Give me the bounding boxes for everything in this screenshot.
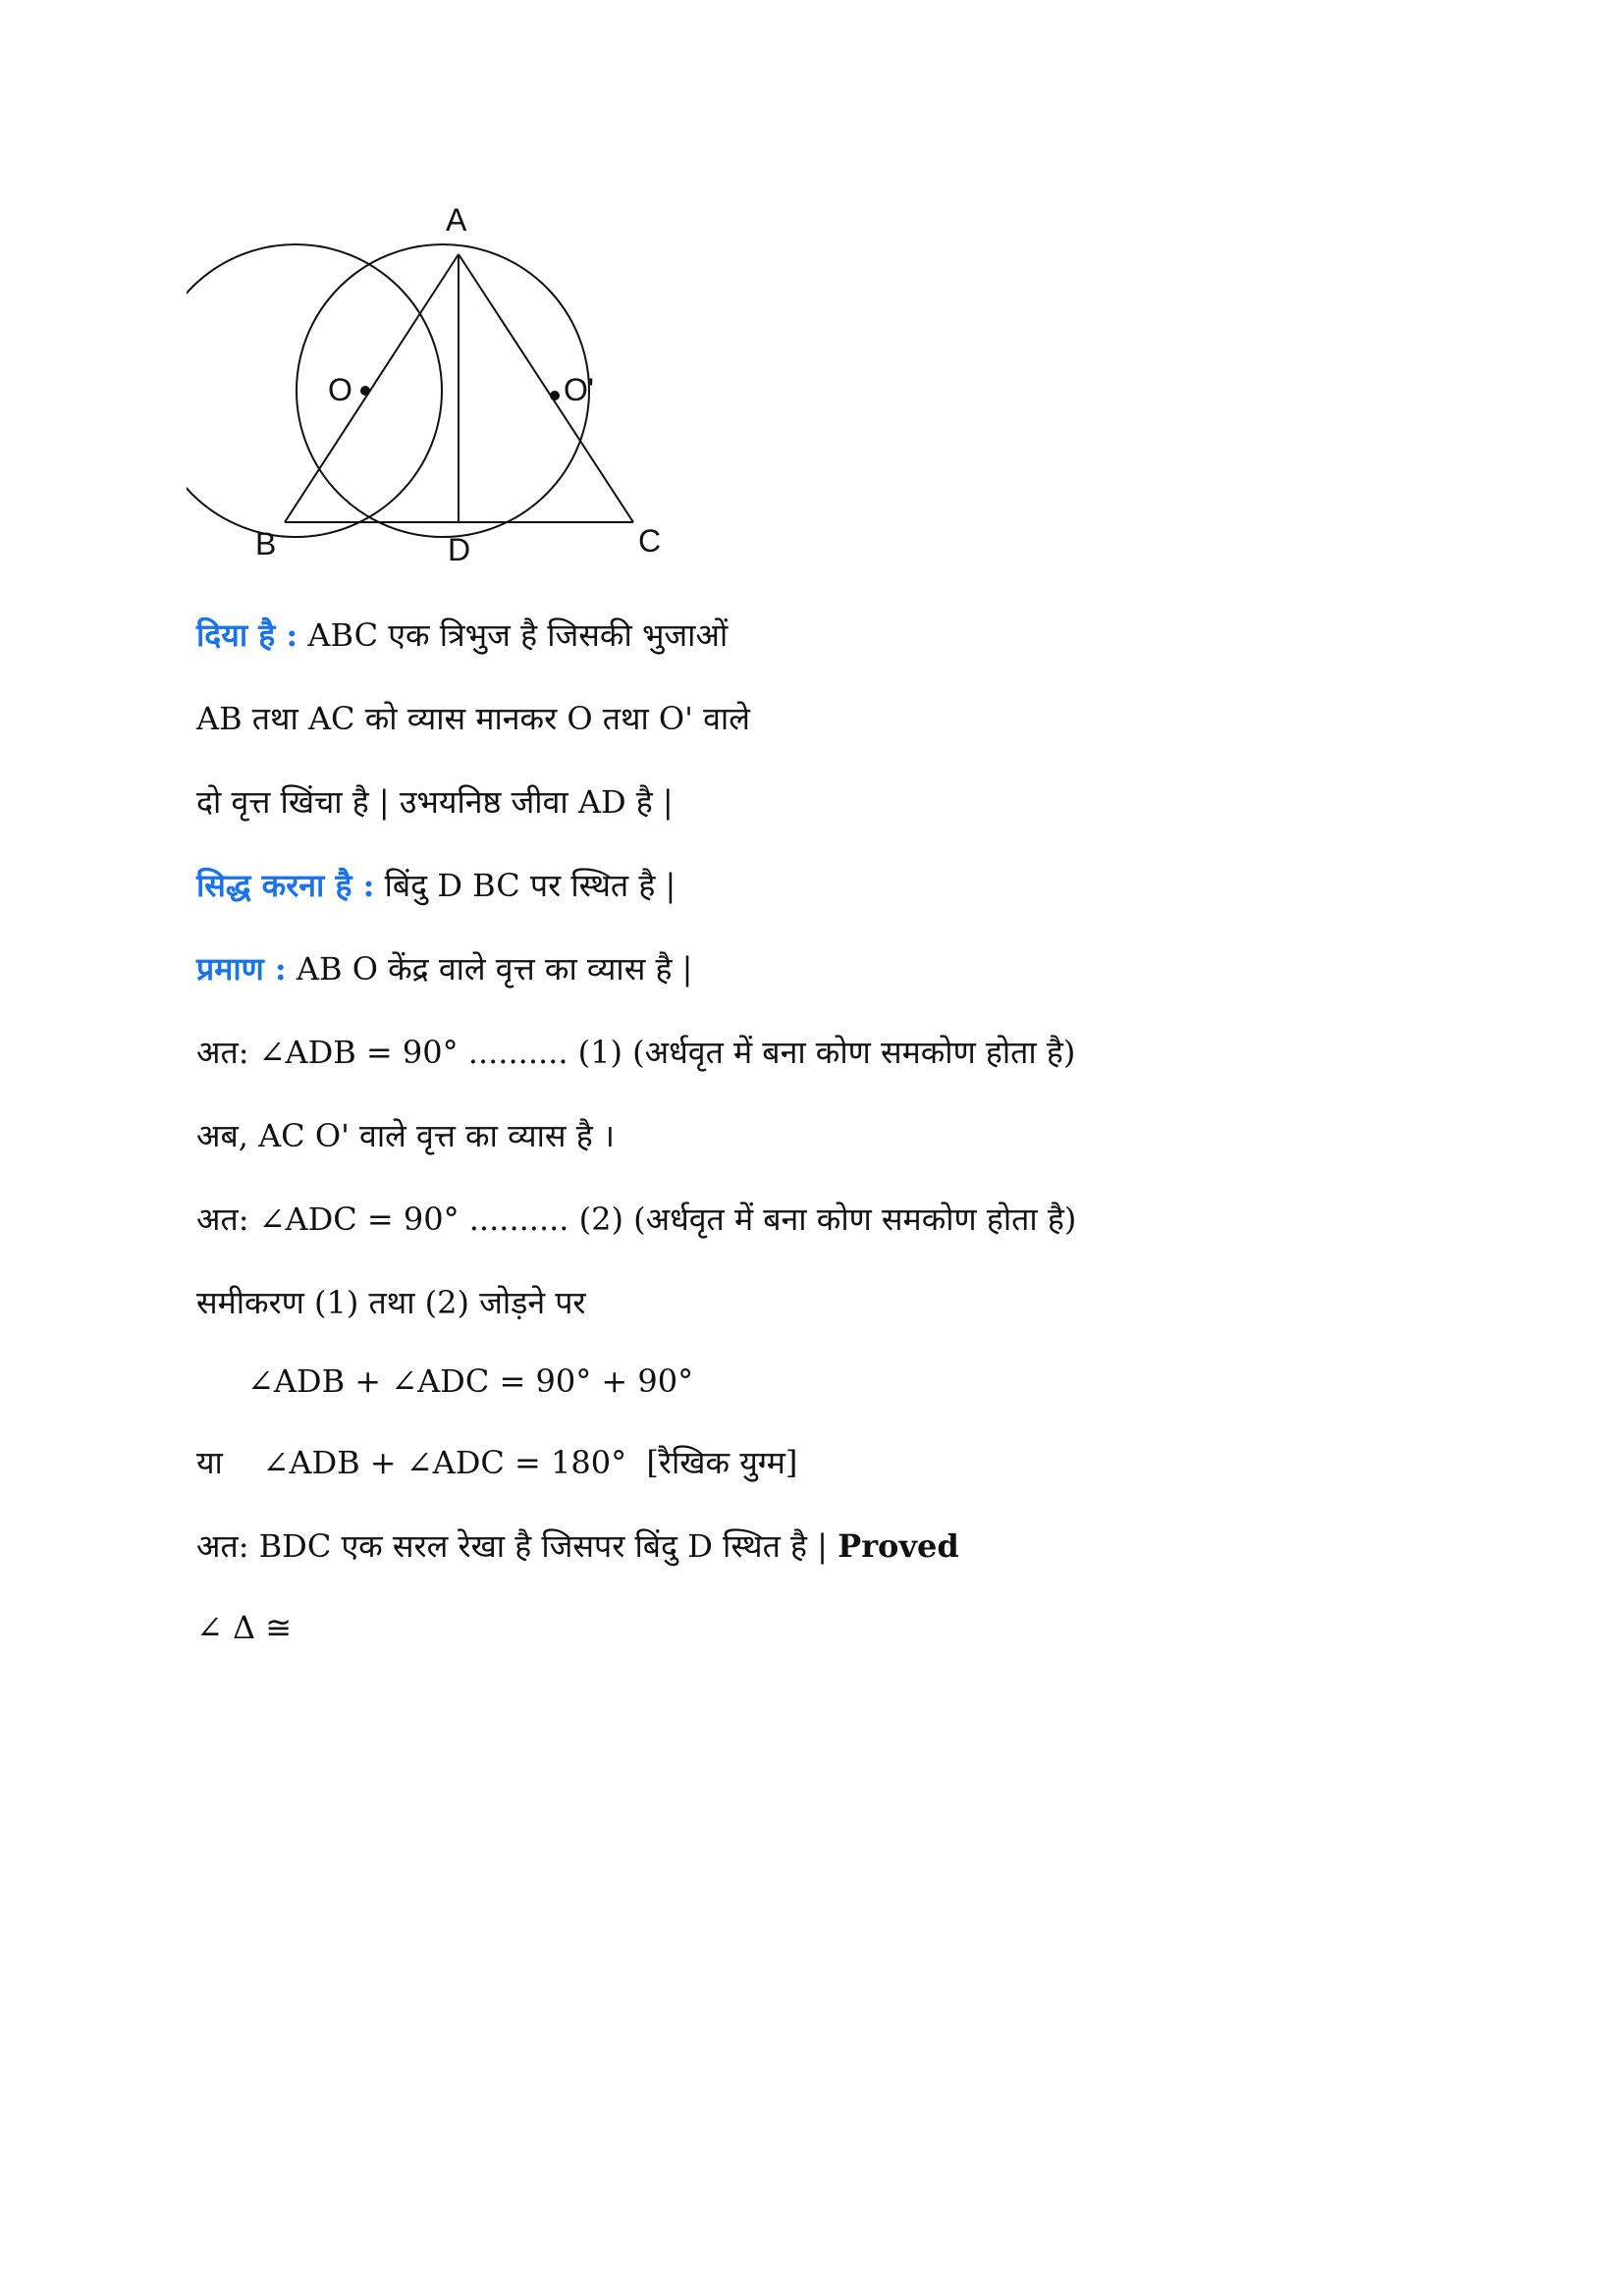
point-o [360, 386, 370, 396]
proof-line-1 [196, 949, 692, 988]
proof-line-2: अत: ∠ADB = 90° .......... (1) (अर्धवृत में बना कोण समकोण होता है) [196, 1034, 1076, 1071]
proof-line-5: समीकरण (1) तथा (2) जोड़ने पर [196, 1284, 586, 1321]
label-b: B [255, 526, 277, 561]
label-o: O [328, 372, 352, 407]
proof-line-7: या ∠ADB + ∠ADC = 180° [रैखिक युग्म] [196, 1444, 798, 1481]
proved-label: Proved [838, 1527, 959, 1565]
to-prove-line [196, 866, 676, 905]
proof-text-1: AB O केंद्र वाले वृत्त का व्यास है | [286, 950, 693, 988]
given-line-2: AB तथा AC को व्यास मानकर O तथा O' वाले [196, 700, 750, 737]
label-d: D [448, 532, 471, 567]
proof-text-8: अत: BDC एक सरल रेखा है जिसपर बिंदु D स्थित है | [196, 1527, 839, 1565]
circle-o [187, 244, 442, 537]
proof-line-3: अब, AC O' वाले वृत्त का व्यास है । [196, 1117, 615, 1154]
given-line-3: दो वृत्त खिंचा है | उभयनिष्ठ जीवा AD है | [196, 783, 674, 821]
segment-ac [459, 254, 633, 522]
symbols-line: ∠ Δ ≅ [196, 1609, 293, 1646]
segment-ab [285, 254, 459, 522]
given-text-1: ABC एक त्रिभुज है जिसकी भुजाओं [298, 616, 729, 654]
geometry-figure [187, 201, 736, 574]
point-o-prime [550, 391, 560, 400]
given-line-1 [196, 615, 728, 655]
label-o-prime: O' [564, 372, 594, 407]
to-prove-heading: सिद्ध करना है : [196, 867, 375, 904]
proof-line-6: ∠ADB + ∠ADC = 90° + 90° [247, 1362, 694, 1400]
label-a: A [446, 202, 467, 238]
proof-heading: प्रमाण : [196, 950, 287, 988]
given-heading: दिया है : [196, 616, 298, 654]
proof-line-8 [196, 1526, 959, 1566]
label-c: C [638, 523, 662, 559]
proof-line-4: अत: ∠ADC = 90° .......... (2) (अर्धवृत में बना कोण समकोण होता है) [196, 1201, 1077, 1238]
to-prove-text: बिंदु D BC पर स्थित है | [374, 867, 676, 904]
